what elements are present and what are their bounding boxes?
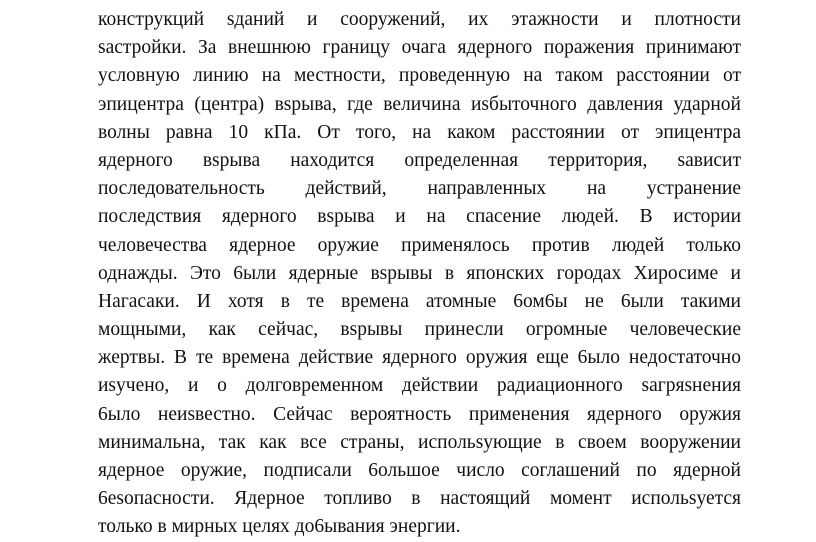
text-line: однажды. Это 6ыли ядерные вsрывы в японских городах Хиросиме и [98, 262, 741, 284]
text-line: условную линию на местности, проведенную на таком расстоянии от [98, 65, 741, 87]
text-line: Нагасаки. И хотя в те времена атомные 6ом6ы не 6ыли такими [98, 290, 741, 312]
text-line: ядерного вsрыва находится определенная территория, sависит [98, 149, 741, 171]
text-line: человечества ядерное оружие применялось против людей только [98, 234, 741, 256]
text-line: только в мирных целях до6ывания энергии. [98, 516, 461, 538]
text-line: 6еsопасности. Ядерное топливо в настоящий момент испольsуется [98, 488, 741, 510]
text-line: эпицентра (центра) вsрыва, где величина иsбыточного давления ударной [98, 93, 741, 115]
body-text [98, 6, 741, 542]
text-line: жертвы. В те времена действие ядерного оружия еще 6ыло недостаточно [98, 347, 741, 369]
text-line: волны равна 10 кПа. От того, на каком расстоянии от эпицентра [98, 121, 741, 143]
text-line: ядерное оружие, подписали 6ольшое число соглашений по ядерной [98, 460, 741, 481]
text-line: конструкций sданий и сооружений, их этажности и плотности [98, 9, 741, 30]
text-line: последствия ядерного вsрыва и на спасение людей. В истории [98, 206, 741, 228]
text-line: иsучено, и о долговременном действии радиационного sагряsнения [98, 375, 741, 397]
text-line: sастройки. За внешнюю границу очага ядерного поражения принимают [98, 37, 741, 59]
text-line: последовательность действий, направленных на устранение [98, 178, 741, 200]
text-line: 6ыло неиsвестно. Сейчас вероятность применения ядерного оружия [98, 403, 741, 425]
text-line: минимальна, так как все страны, испольsующие в своем вооружении [98, 431, 741, 453]
text-line: мощными, как сейчас, вsрывы принесли огромные человеческие [98, 319, 741, 341]
